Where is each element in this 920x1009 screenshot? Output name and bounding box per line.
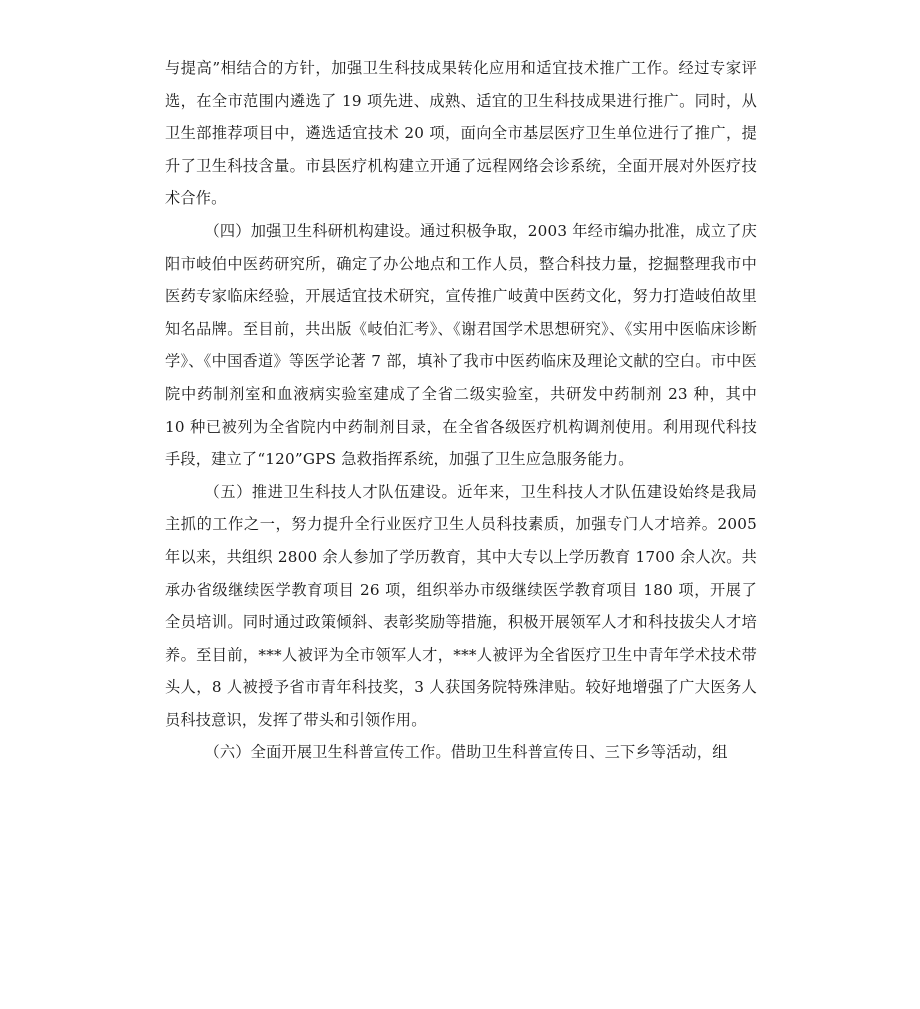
paragraph-continuation: 与提高”相结合的方针，加强卫生科技成果转化应用和适宜技术推广工作。经过专家评选，在全市范围内遴选了 19 项先进、成熟、适宜的卫生科技成果进行推广。同时，从卫生部推荐项目中，遴选适宜技术 20 项，面向全市基层医疗卫生单位进行了推广，提升了卫生科技含量。市县医疗机构建立开通了远程网络会诊系统，全面开展对外医疗技术合作。 bbox=[165, 59, 757, 208]
paragraph-science-popularization: （六）全面开展卫生科普宣传工作。借助卫生科普宣传日、三下乡等活动，组 bbox=[204, 743, 728, 762]
paragraph-talent-building: （五）推进卫生科技人才队伍建设。近年来，卫生科技人才队伍建设始终是我局主抓的工作之一，努力提升全行业医疗卫生人员科技素质，加强专门人才培养。2005 年以来，共组织 2800 余人参加了学历教育，其中大专以上学历教育 1700 余人次。共承办省级继续医学教育项目 26 项，组织举办市级继续医学教育项目 180 项，开展了全员培训。同时通过政策倾斜、表彰奖励等措施，积极开展领军人才和科技拔尖人才培养。至目前，***人被评为全市领军人才，***人被评为全省医疗卫生中青年学术技术带头人，8 人被授予省市青年科技奖，3 人获国务院特殊津贴。较好地增强了广大医务人员科技意识，发挥了带头和引领作用。 bbox=[165, 482, 757, 729]
document-body bbox=[165, 52, 757, 769]
paragraph-research-institutions: （四）加强卫生科研机构建设。通过积极争取，2003 年经市编办批准，成立了庆阳市岐伯中医药研究所，确定了办公地点和工作人员，整合科技力量，挖掘整理我市中医药专家临床经验，开展适宜技术研究，宣传推广岐黄中医药文化，努力打造岐伯故里知名品牌。至目前，共出版《岐伯汇考》、《谢君国学术思想研究》、《实用中医临床诊断学》、《中国香道》等医学论著 7 部，填补了我市中医药临床及理论文献的空白。市中医院中药制剂室和血液病实验室建成了全省二级实验室，共研发中药制剂 23 种，其中 10 种已被列为全省院内中药制剂目录，在全省各级医疗机构调剂使用。利用现代科技手段，建立了“120”GPS 急救指挥系统，加强了卫生应急服务能力。 bbox=[165, 221, 757, 469]
